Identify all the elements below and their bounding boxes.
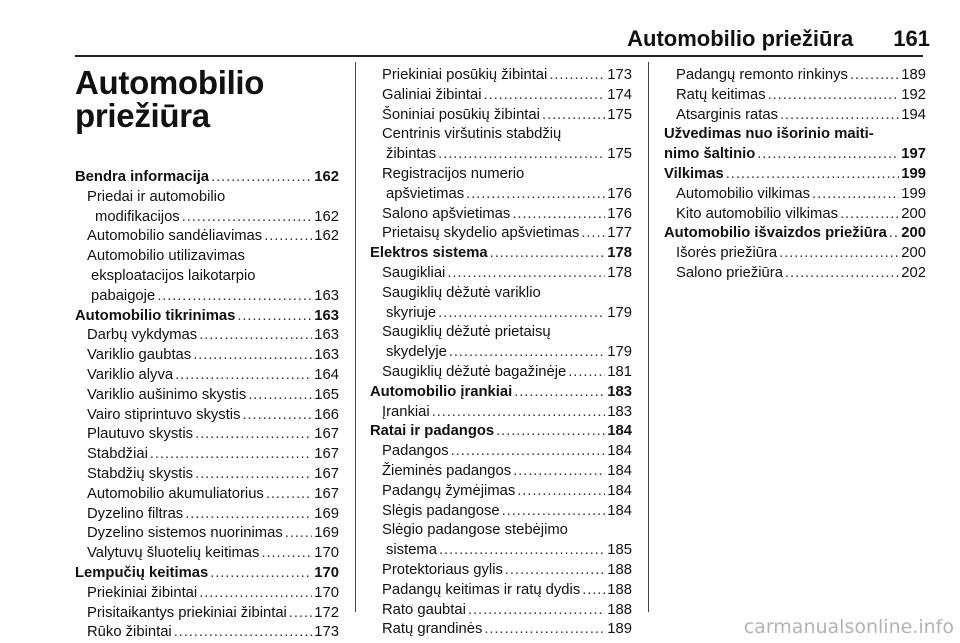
column-divider [355, 62, 356, 612]
toc-entry[interactable]: Padangų keitimas ir ratų dydis . . . 188 [370, 581, 632, 601]
toc-entry[interactable]: Priekiniai žibintai . . . 170 [75, 584, 339, 604]
toc-entry[interactable]: Slėgis padangose . . . 184 [370, 502, 632, 522]
toc-entry[interactable]: eksploatacijos laikotarpio [91, 267, 256, 284]
toc-section[interactable]: nimo šaltinio . . . 197 [664, 145, 926, 165]
toc-entry[interactable]: Variklio aušinimo skystis . . . 165 [75, 386, 339, 406]
toc-entry[interactable]: sistema . . . 185 [370, 541, 632, 561]
toc-entry[interactable]: Variklio gaubtas . . . 163 [75, 346, 339, 366]
toc-entry[interactable]: Ratų grandinės . . . 189 [370, 620, 632, 640]
toc-entry[interactable]: Automobilio sandėliavimas . . . 162 [75, 227, 339, 247]
toc-entry[interactable]: Centrinis viršutinis stabdžių [382, 126, 562, 143]
toc-section[interactable]: Bendra informacija . . . 162 [75, 168, 339, 188]
toc-entry[interactable]: skyriuje . . . 179 [370, 304, 632, 324]
toc-column-2 [370, 66, 632, 640]
toc-entry[interactable]: Žieminės padangos . . . 184 [370, 462, 632, 482]
toc-entry[interactable]: Protektoriaus gylis . . . 188 [370, 561, 632, 581]
toc-entry[interactable]: Ratų keitimas . . . 192 [664, 86, 926, 106]
toc-entry[interactable]: Registracijos numerio [382, 165, 525, 182]
chapter-title: Automobilio priežiūra [75, 64, 265, 134]
toc-entry[interactable]: Kito automobilio vilkimas . . . 200 [664, 205, 926, 225]
toc-entry[interactable]: Atsarginis ratas . . . 194 [664, 106, 926, 126]
toc-section[interactable]: Užvedimas nuo išorinio maiti- [664, 126, 874, 143]
toc-entry[interactable]: pabaigoje . . . 163 [75, 287, 339, 307]
toc-entry[interactable]: žibintas . . . 175 [370, 145, 632, 165]
toc-entry[interactable]: Padangų remonto rinkinys . . . 189 [664, 66, 926, 86]
toc-entry[interactable]: Dyzelino filtras . . . 169 [75, 505, 339, 525]
toc-entry[interactable]: Įrankiai . . . 183 [370, 403, 632, 423]
toc-entry[interactable]: Vairo stiprintuvo skystis . . . 166 [75, 406, 339, 426]
toc-entry[interactable]: Padangos . . . 184 [370, 442, 632, 462]
toc-section[interactable]: Lempučių keitimas . . . 170 [75, 564, 339, 584]
toc-entry[interactable]: Darbų vykdymas . . . 163 [75, 326, 339, 346]
toc-entry[interactable]: Saugiklių dėžutė variklio [382, 284, 541, 301]
toc-entry[interactable]: Saugiklių dėžutė prietaisų [382, 324, 551, 341]
toc-entry[interactable]: Automobilio utilizavimas [87, 248, 245, 265]
toc-entry[interactable]: Galiniai žibintai . . . 174 [370, 86, 632, 106]
page-number: 161 [893, 26, 930, 51]
toc-section[interactable]: Elektros sistema . . . 178 [370, 244, 632, 264]
toc-section[interactable]: Automobilio įrankiai . . . 183 [370, 383, 632, 403]
toc-entry[interactable]: Rato gaubtai . . . 188 [370, 601, 632, 621]
toc-entry[interactable]: Salono apšvietimas . . . 176 [370, 205, 632, 225]
toc-entry[interactable]: Slėgio padangose stebėjimo [382, 522, 568, 539]
header-rule [75, 55, 923, 57]
toc-entry[interactable]: Valytuvų šluotelių keitimas . . . 170 [75, 544, 339, 564]
toc-entry[interactable]: Variklio alyva . . . 164 [75, 366, 339, 386]
toc-column-1 [75, 66, 339, 643]
column-divider [648, 62, 649, 612]
toc-entry[interactable]: Plautuvo skystis . . . 167 [75, 425, 339, 445]
toc-entry[interactable]: Išorės priežiūra . . . 200 [664, 244, 926, 264]
toc-entry[interactable]: Padangų žymėjimas . . . 184 [370, 482, 632, 502]
toc-entry[interactable]: Šoniniai posūkių žibintai . . . 175 [370, 106, 632, 126]
toc-section[interactable]: Automobilio išvaizdos priežiūra . . . 200 [664, 224, 926, 244]
toc-entry[interactable]: Stabdžiai . . . 167 [75, 445, 339, 465]
toc-entry[interactable]: Dyzelino sistemos nuorinimas . . . 169 [75, 524, 339, 544]
toc-entry[interactable]: Priedai ir automobilio [87, 188, 226, 205]
toc-entry[interactable]: Prietaisų skydelio apšvietimas . . . 177 [370, 224, 632, 244]
toc-entry[interactable]: Prisitaikantys priekiniai žibintai . . . 172 [75, 604, 339, 624]
toc-entry[interactable]: Automobilio akumuliatorius . . . 167 [75, 485, 339, 505]
toc-entry[interactable]: Saugiklių dėžutė bagažinėje . . . 181 [370, 363, 632, 383]
toc-column-3 [664, 66, 926, 284]
header-title: Automobilio priežiūra [627, 26, 854, 51]
toc-section[interactable]: Automobilio tikrinimas . . . 163 [75, 307, 339, 327]
toc-entry[interactable]: Rūko žibintai . . . 173 [75, 623, 339, 643]
toc-entry[interactable]: Stabdžių skystis . . . 167 [75, 465, 339, 485]
toc-entry[interactable]: Automobilio vilkimas . . . 199 [664, 185, 926, 205]
toc-section[interactable]: Ratai ir padangos . . . 184 [370, 422, 632, 442]
toc-entry[interactable]: Salono priežiūra . . . 202 [664, 264, 926, 284]
toc-entry[interactable]: Saugikliai . . . 178 [370, 264, 632, 284]
toc-entry[interactable]: Priekiniai posūkių žibintai . . . 173 [370, 66, 632, 86]
toc-entry[interactable]: modifikacijos . . . 162 [75, 208, 339, 228]
toc-entry[interactable]: apšvietimas . . . 176 [370, 185, 632, 205]
watermark: carmanualsonline.info [743, 616, 954, 638]
toc-entry[interactable]: skydelyje . . . 179 [370, 343, 632, 363]
page-header [0, 26, 930, 56]
toc-section[interactable]: Vilkimas . . . 199 [664, 165, 926, 185]
